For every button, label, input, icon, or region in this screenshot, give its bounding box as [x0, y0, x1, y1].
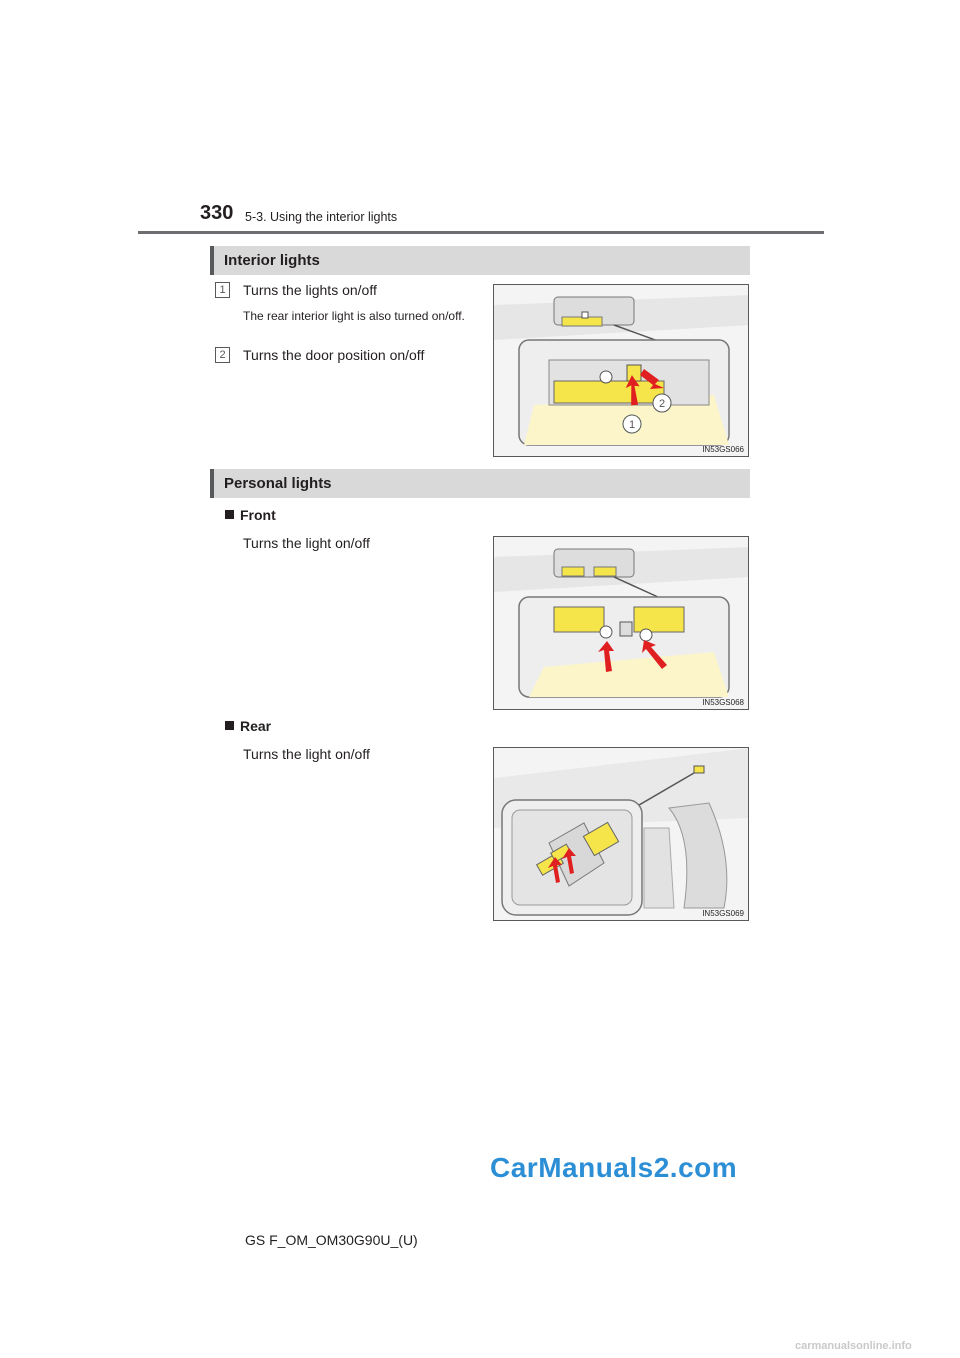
section-title: Personal lights: [224, 475, 332, 492]
rear-text: Turns the light on/off: [243, 746, 370, 762]
interior-lights-illustration: [494, 285, 749, 457]
document-id: GS F_OM_OM30G90U_(U): [245, 1232, 418, 1248]
item-2-text: Turns the door position on/off: [243, 347, 425, 363]
watermark-secondary: carmanualsonline.info: [795, 1340, 912, 1352]
subhead-front: Front: [225, 507, 276, 523]
bullet-square-icon: [225, 721, 234, 730]
callout-1: 1: [628, 419, 636, 431]
subhead-rear: Rear: [225, 718, 271, 734]
figure-front-personal-lights: [493, 536, 749, 710]
item-1-note: The rear interior light is also turned on/off.: [243, 309, 465, 323]
item-badge-2: 2: [215, 347, 230, 363]
bullet-square-icon: [225, 510, 234, 519]
front-text: Turns the light on/off: [243, 535, 370, 551]
figure-code: IN53GS068: [702, 698, 744, 707]
callout-2: 2: [658, 398, 666, 410]
front-lights-illustration: [494, 537, 749, 710]
page-number: 330: [200, 202, 234, 224]
item-badge-1: 1: [215, 282, 230, 298]
watermark-logo: CarManuals2.com: [490, 1152, 738, 1183]
rear-lights-illustration: [494, 748, 749, 921]
section-title: Interior lights: [224, 252, 320, 269]
figure-code: IN53GS066: [702, 445, 744, 454]
figure-rear-personal-lights: [493, 747, 749, 921]
header-divider: [138, 231, 824, 234]
figure-interior-lights: [493, 284, 749, 457]
item-1-text: Turns the lights on/off: [243, 282, 377, 298]
section-interior-lights: [210, 246, 750, 275]
figure-code: IN53GS069: [702, 909, 744, 918]
chapter-title: 5-3. Using the interior lights: [245, 210, 398, 224]
section-personal-lights: [210, 469, 750, 498]
